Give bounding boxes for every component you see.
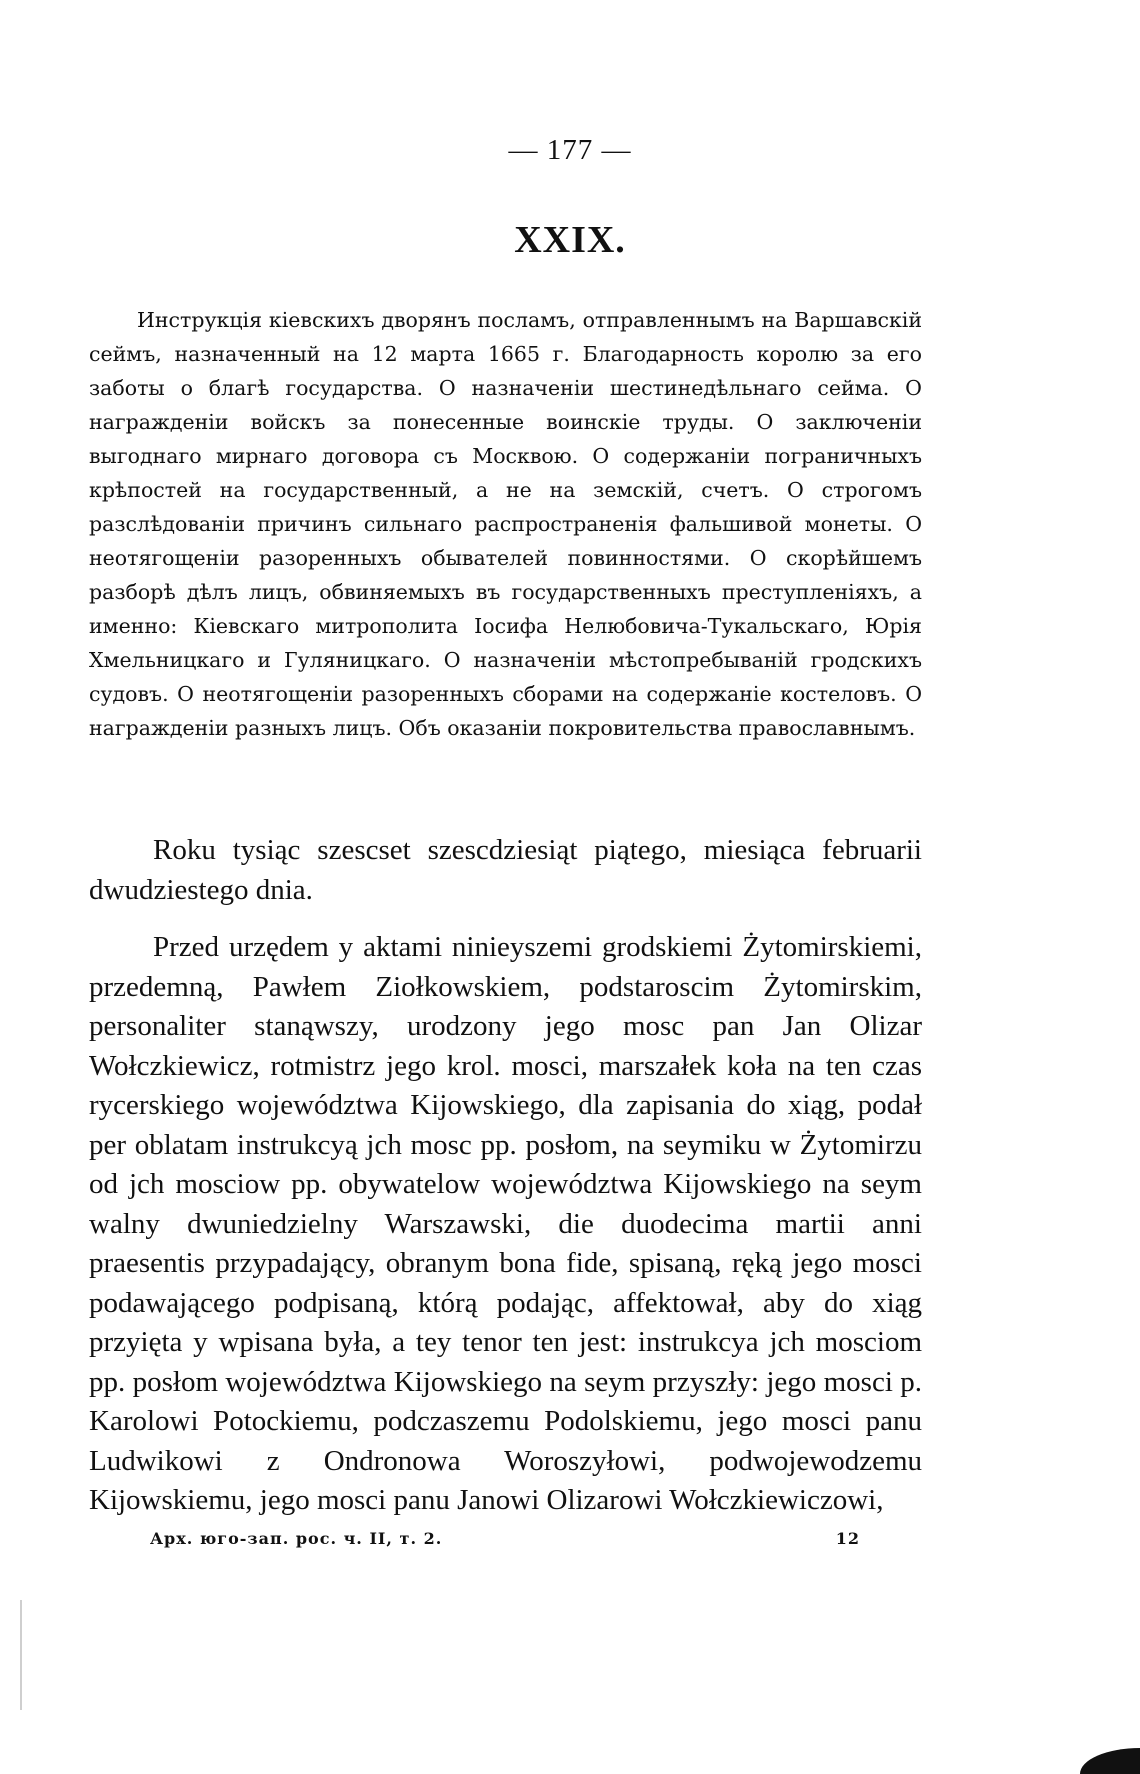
summary-paragraph: Инструкція кіевскихъ дворянъ посламъ, отправленнымъ на Варшавскій сеймъ, назначенный на 12 марта 1665 г. Благодарность королю за его заботы о благѣ государства. О назначеніи шестинедѣльнаго сейма. О награжденіи войскъ за понесенные воинскіе труды. О заключеніи выгоднаго мирнаго договора съ Москвою. О содержаніи пограничныхъ крѣпостей на государственный, а не на земскій, счетъ. О строгомъ разслѣдованіи причинъ сильнаго распространенія фальшивой монеты. О неотягощеніи разоренныхъ обывателей повинностями. О скорѣйшемъ разборѣ дѣлъ лицъ, обвиняемыхъ въ государственныхъ преступленіяхъ, а именно: Кіевскаго митрополита Іосифа Нелюбовича-Тукальскаго, Юрія Хмельницкаго и Гуляницкаго. О назначеніи мѣстопребываній гродскихъ судовъ. О неотягощеніи разоренныхъ сборами на содержаніе костеловъ. О награжденіи разныхъ лицъ. Объ оказаніи покровительства православнымъ.	[89, 308, 922, 740]
scan-edge-line	[20, 1600, 22, 1710]
footer-signature-mark: 12	[835, 1529, 860, 1548]
document-number: XXIX.	[514, 219, 626, 261]
opening-paragraph: Roku tysiąc szescset szescdziesiąt piątego, miesiąca februarii dwudziestego dnia.	[89, 834, 922, 906]
scan-corner-mark	[1080, 1748, 1140, 1774]
page-number: — 177 —	[508, 134, 632, 166]
main-paragraph: Przed urzędem y aktami ninieyszemi grodskiemi Żytomirskiemi, przedemną, Pawłem Ziołkowskiem, podstaroscim Żytomirskim, personaliter stanąwszy, urodzony jego mosc pan Jan Olizar Wołczkiewicz, rotmistrz jego krol. mosci, marszałek koła na ten czas rycerskiego województwa Kijowskiego, dla zapisania do xiąg, podał per oblatam instrukcyą jch mosc pp. posłom, na seymiku w Żytomirzu od jch mosciow pp. obywatelow województwa Kijowskiego na seym walny dwuniedzielny Warszawski, die duodecima martii anni praesentis przypadający, obranym bona fide, spisaną, ręką jego mosci podawającego podpisaną, którą podając, affektował, aby do xiąg przyięta y wpisana była, a tey tenor ten jest: instrukcya jch mosciom pp. posłom województwa Kijowskiego na seym przyszły: jego mosci p. Karolowi Potockiemu, podczaszemu Podolskiemu, jego mosci panu Ludwikowi z Ondronowa Woroszyłowi, podwojewodzemu Kijowskiemu, jego mosci panu Janowi Olizarowi Wołczkiewiczowi,	[89, 931, 922, 1516]
footer-folio: Арх. юго-зап. рос. ч. II, т. 2.	[150, 1529, 443, 1548]
